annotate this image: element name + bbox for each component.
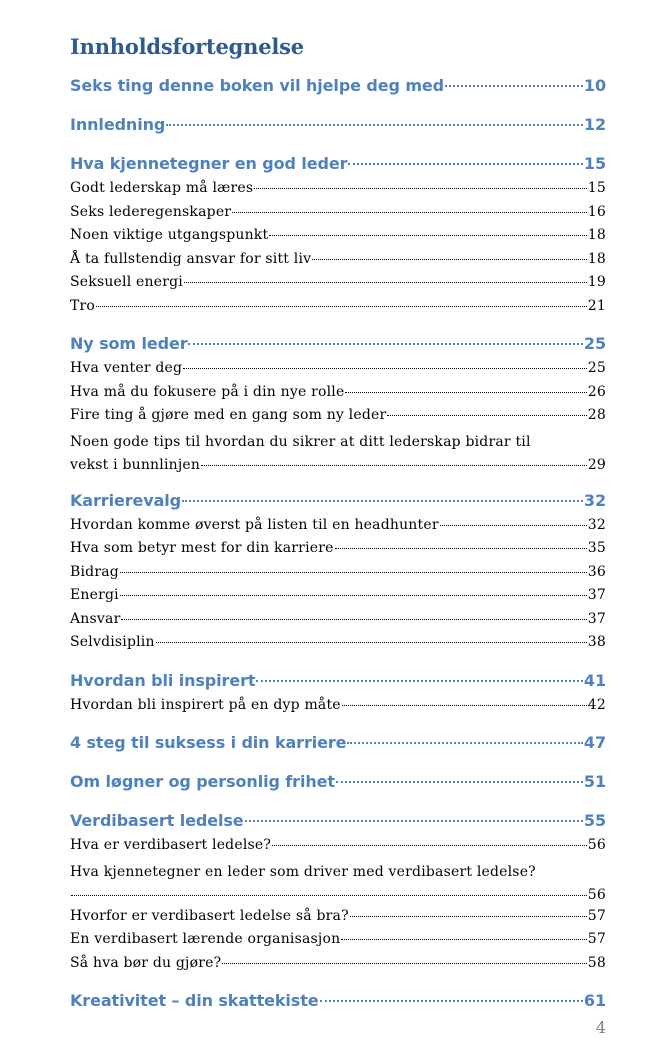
section-entry[interactable] — [70, 587, 606, 611]
section-entry-label: Selvdisiplin — [70, 634, 155, 650]
section-entry-page: 32 — [587, 516, 606, 533]
chapter-entry[interactable] — [70, 154, 606, 180]
section-entry-label: Tro — [70, 297, 96, 314]
section-entry[interactable] — [70, 540, 606, 564]
section-entry-label: Hvorfor er verdibasert ledelse så bra? — [70, 907, 349, 924]
chapter-entry-label: Ny som leder — [70, 334, 188, 353]
chapter-entry-page: 51 — [583, 772, 606, 791]
section-entry-label-line1: Hva kjennetegner en leder som driver med verdibasert ledelse? — [70, 863, 536, 880]
chapter-entry-page: 47 — [583, 733, 606, 752]
section-entry[interactable] — [70, 564, 606, 588]
toc-chapter — [70, 334, 606, 478]
toc-chapter — [70, 733, 606, 759]
section-entry[interactable] — [70, 298, 606, 322]
dot-leader — [272, 845, 587, 846]
chapter-entry-label: Hva kjennetegner en god leder — [70, 154, 348, 173]
section-entry-page: 15 — [587, 180, 606, 196]
dot-leader — [320, 1000, 583, 1002]
section-entry-line2[interactable] — [70, 884, 606, 908]
section-entry-page: 37 — [587, 587, 606, 603]
section-entry-label: Hvordan bli inspirert på en dyp måte — [70, 696, 341, 713]
chapter-entry-page: 15 — [583, 154, 606, 173]
chapter-entry-page: 55 — [583, 811, 606, 830]
dot-leader — [256, 680, 582, 682]
dot-leader — [188, 343, 582, 345]
section-entry-label: Energi — [70, 587, 119, 603]
dot-leader — [269, 235, 586, 236]
section-entry-page: 18 — [587, 250, 606, 267]
section-entry[interactable] — [70, 861, 606, 908]
dot-leader — [341, 939, 586, 940]
dot-leader — [156, 642, 587, 643]
dot-leader — [184, 282, 587, 283]
section-entry[interactable] — [70, 908, 606, 932]
section-entry-page: 36 — [587, 563, 606, 580]
section-entry[interactable] — [70, 204, 606, 228]
dot-leader — [335, 548, 587, 549]
section-entry[interactable] — [70, 180, 606, 204]
section-entry-label-line1: Noen gode tips til hvordan du sikrer at ditt lederskap bidrar til — [70, 433, 531, 450]
section-entry-label: Hvordan komme øverst på listen til en headhunter — [70, 516, 439, 533]
dot-leader — [336, 781, 583, 783]
chapter-entry-page: 61 — [583, 991, 606, 1010]
section-entry-label: En verdibasert lærende organisasjon — [70, 931, 341, 947]
section-entry[interactable] — [70, 955, 606, 979]
dot-leader — [245, 820, 583, 822]
chapter-entry-page: 25 — [583, 334, 606, 353]
chapter-entry[interactable] — [70, 671, 606, 697]
chapter-entry[interactable] — [70, 811, 606, 837]
section-entry-page: 18 — [587, 227, 606, 243]
dot-leader — [222, 963, 586, 964]
section-entry-label: Godt lederskap må læres — [70, 180, 254, 196]
section-entry-line2-label: vekst i bunnlinjen — [70, 457, 201, 473]
chapter-entry-label: Hvordan bli inspirert — [70, 670, 256, 690]
chapter-entry-label: Karrierevalg — [70, 490, 182, 510]
section-entry[interactable] — [70, 611, 606, 635]
section-entry[interactable] — [70, 251, 606, 275]
section-entry-page: 58 — [587, 954, 606, 971]
table-of-contents — [70, 34, 606, 1017]
dot-leader — [96, 306, 587, 307]
section-entry-page: 21 — [587, 297, 606, 314]
chapter-entry-page: 10 — [583, 76, 606, 95]
section-entry-label: Fire ting å gjøre med en gang som ny leder — [70, 407, 387, 423]
section-entry-line2[interactable] — [70, 454, 606, 478]
section-entry[interactable] — [70, 384, 606, 408]
toc-chapter — [70, 811, 606, 978]
chapter-entry[interactable] — [70, 76, 606, 102]
dot-leader — [312, 259, 587, 260]
dot-leader — [342, 705, 587, 706]
dot-leader — [345, 392, 586, 393]
section-entry-label: Hva er verdibasert ledelse? — [70, 837, 272, 853]
section-entry-label: Hva må du fokusere på i din nye rolle — [70, 383, 345, 400]
section-entry-page: 56 — [587, 837, 606, 853]
dot-leader — [440, 525, 587, 526]
section-entry-page: 42 — [587, 696, 606, 713]
chapter-entry-label: Innledning — [70, 115, 166, 134]
section-entry-page: 25 — [587, 360, 606, 376]
chapter-entry-page: 41 — [583, 670, 606, 690]
section-entry[interactable] — [70, 407, 606, 431]
dot-leader — [121, 619, 586, 620]
toc-chapter — [70, 115, 606, 141]
dot-leader — [183, 368, 587, 369]
dot-leader — [387, 415, 586, 416]
section-entry-label: Hva venter deg — [70, 360, 183, 376]
chapter-entry-page: 32 — [583, 490, 606, 510]
dot-leader — [182, 500, 583, 502]
dot-leader — [201, 465, 587, 466]
section-entry-label: Så hva bør du gjøre? — [70, 954, 222, 971]
toc-chapter — [70, 991, 606, 1017]
section-entry-label: Bidrag — [70, 563, 119, 580]
section-entry-label: Seks lederegenskaper — [70, 203, 232, 220]
toc-chapter — [70, 772, 606, 798]
section-entry-label: Å ta fullstendig ansvar for sitt liv — [70, 250, 312, 267]
dot-leader — [120, 595, 587, 596]
dot-leader — [71, 895, 587, 896]
section-entry-page: 57 — [587, 907, 606, 924]
section-entry[interactable] — [70, 931, 606, 955]
section-entry-page: 35 — [587, 540, 606, 556]
section-entry-page: 38 — [587, 634, 606, 650]
toc-title: Innholdsfortegnelse — [70, 34, 304, 59]
section-entry-page: 26 — [587, 383, 606, 400]
section-entry-label: Hva som betyr mest for din karriere — [70, 540, 334, 556]
section-entry[interactable] — [70, 274, 606, 298]
dot-leader — [348, 163, 583, 165]
chapter-entry-label: Kreativitet – din skattekiste — [70, 991, 319, 1010]
dot-leader — [120, 572, 587, 573]
section-entry[interactable] — [70, 697, 606, 721]
section-entry[interactable] — [70, 517, 606, 541]
section-entry-label: Ansvar — [70, 610, 121, 627]
chapter-entry-label: Om løgner og personlig frihet — [70, 772, 335, 791]
section-entry-label: Noen viktige utgangspunkt — [70, 227, 269, 243]
chapter-entry[interactable] — [70, 991, 606, 1017]
toc-chapter — [70, 76, 606, 102]
dot-leader — [350, 916, 587, 917]
dot-leader — [232, 212, 587, 213]
dot-leader — [445, 85, 583, 87]
section-entry[interactable] — [70, 837, 606, 861]
section-entry-page: 57 — [587, 931, 606, 947]
toc-chapter — [70, 491, 606, 658]
toc-body — [70, 76, 606, 1017]
dot-leader — [347, 742, 582, 744]
chapter-entry-label: Seks ting denne boken vil hjelpe deg med — [70, 76, 444, 95]
section-entry[interactable] — [70, 634, 606, 658]
chapter-entry-label: 4 steg til suksess i din karriere — [70, 733, 347, 752]
section-entry-line2-page: 56 — [587, 887, 606, 903]
section-entry[interactable] — [70, 227, 606, 251]
section-entry-line2-page: 29 — [587, 457, 606, 473]
section-entry-label: Seksuell energi — [70, 274, 183, 290]
chapter-entry[interactable] — [70, 334, 606, 360]
chapter-entry[interactable] — [70, 491, 606, 517]
dot-leader — [166, 124, 583, 126]
section-entry-page: 37 — [587, 610, 606, 627]
chapter-entry-page: 12 — [583, 115, 606, 134]
section-entry-page: 19 — [587, 274, 606, 290]
dot-leader — [254, 188, 587, 189]
chapter-entry[interactable] — [70, 115, 606, 141]
section-entry-page: 28 — [587, 407, 606, 423]
chapter-entry[interactable] — [70, 733, 606, 759]
chapter-entry-label: Verdibasert ledelse — [70, 811, 244, 830]
toc-chapter — [70, 154, 606, 321]
page-number: 4 — [595, 1018, 606, 1037]
toc-chapter — [70, 671, 606, 721]
section-entry[interactable] — [70, 360, 606, 384]
section-entry-page: 16 — [587, 203, 606, 220]
section-entry[interactable] — [70, 431, 606, 478]
chapter-entry[interactable] — [70, 772, 606, 798]
